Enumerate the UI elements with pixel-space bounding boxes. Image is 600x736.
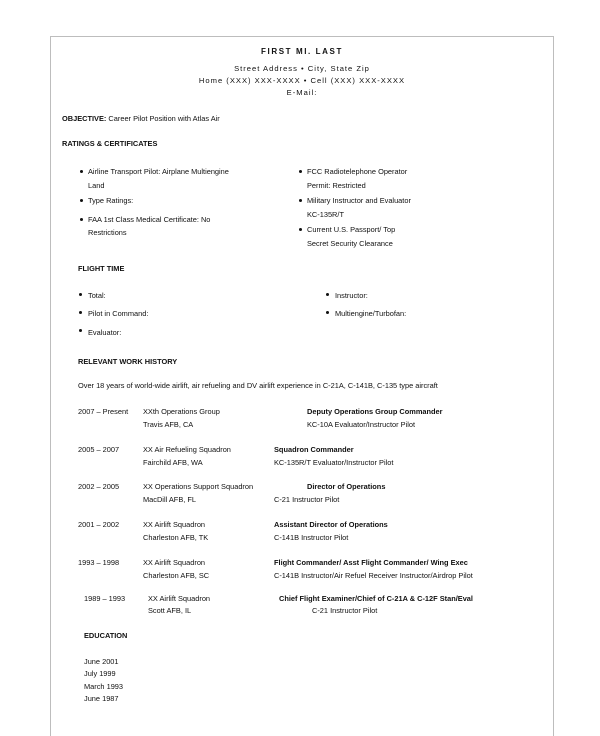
work-entry-dates: 2001 – 2002 xyxy=(78,520,120,529)
work-entry-location: MacDill AFB, FL xyxy=(143,495,196,504)
work-entry-detail: C-141B Instructor Pilot xyxy=(274,533,349,542)
bullet-icon xyxy=(326,293,329,296)
bullet-icon xyxy=(79,311,82,314)
rating-right-3-line1: Current U.S. Passport/ Top xyxy=(307,225,396,234)
objective-section xyxy=(62,114,220,123)
work-entry-title: Deputy Operations Group Commander xyxy=(307,407,443,416)
objective-text: Career Pilot Position with Atlas Air xyxy=(108,114,220,123)
bullet-icon xyxy=(79,293,82,296)
work-history-summary: Over 18 years of world-wide airlift, air refueling and DV airlift experience in C-21A, C-141B, C-135 type aircraft xyxy=(78,381,438,390)
work-entry-detail: C-21 Instructor Pilot xyxy=(274,495,340,504)
work-entry-unit: XX Airlift Squadron xyxy=(143,520,206,529)
rating-left-1-line1: Airline Transport Pilot: Airplane Multiengine xyxy=(88,167,229,176)
work-entry-dates: 2007 – Present xyxy=(78,407,129,416)
work-entry-detail: C-141B Instructor/Air Refuel Receiver Instructor/Airdrop Pilot xyxy=(274,571,473,580)
rating-right-1-line2: Permit: Restricted xyxy=(307,181,366,190)
education-heading: EDUCATION xyxy=(84,631,128,640)
work-entry-title: Flight Commander/ Asst Flight Commander/ Wing Exec xyxy=(274,558,468,567)
bullet-icon xyxy=(80,199,83,202)
bullet-icon xyxy=(80,218,83,221)
work-entry-dates: 2005 – 2007 xyxy=(78,445,120,454)
bullet-icon xyxy=(299,170,302,173)
work-entry-title: Chief Flight Examiner/Chief of C-21A & C-12F Stan/Eval xyxy=(279,594,473,603)
email-label: E-Mail: xyxy=(286,88,318,97)
work-entry-location: Charleston AFB, TK xyxy=(143,533,209,542)
work-entry-detail: KC-10A Evaluator/Instructor Pilot xyxy=(307,420,416,429)
work-entry-unit: XX Operations Support Squadron xyxy=(143,482,254,491)
education-date: March 1993 xyxy=(84,682,124,691)
education-date: July 1999 xyxy=(84,669,116,678)
rating-right-1-line1: FCC Radiotelephone Operator xyxy=(307,167,408,176)
bullet-icon xyxy=(299,199,302,202)
work-entry-location: Travis AFB, CA xyxy=(143,420,194,429)
work-entry-title: Squadron Commander xyxy=(274,445,354,454)
bullet-icon xyxy=(299,228,302,231)
street-address: Street Address • City, State Zip xyxy=(234,64,370,73)
rating-right-2-line1: Military Instructor and Evaluator xyxy=(307,196,411,205)
work-entry-title: Assistant Director of Operations xyxy=(274,520,388,529)
rating-left-1-line2: Land xyxy=(88,181,105,190)
flight-time-multiengine: Multiengine/Turbofan: xyxy=(335,309,407,318)
rating-right-3-line2: Secret Security Clearance xyxy=(307,239,393,248)
flight-time-heading: FLIGHT TIME xyxy=(78,264,125,273)
resume-page xyxy=(50,36,554,736)
objective-label: OBJECTIVE: xyxy=(62,114,107,123)
work-entry-unit: XX Airlift Squadron xyxy=(143,558,206,567)
flight-time-total: Total: xyxy=(88,291,106,300)
education-date: June 2001 xyxy=(84,657,119,666)
rating-right-2-line2: KC-135R/T xyxy=(307,210,344,219)
work-entry-dates: 1993 – 1998 xyxy=(78,558,120,567)
education-date: June 1987 xyxy=(84,694,119,703)
work-entry-location: Scott AFB, IL xyxy=(148,606,192,615)
bullet-icon xyxy=(79,329,82,332)
flight-time-evaluator: Evaluator: xyxy=(88,328,122,337)
work-entry-dates: 1989 – 1993 xyxy=(84,594,126,603)
ratings-heading: RATINGS & CERTIFICATES xyxy=(62,139,158,148)
work-entry-detail: C-21 Instructor Pilot xyxy=(312,606,378,615)
work-entry-unit: XX Air Refueling Squadron xyxy=(143,445,231,454)
work-entry-location: Fairchild AFB, WA xyxy=(143,458,203,467)
work-entry-unit: XXth Operations Group xyxy=(143,407,220,416)
work-entry-unit: XX Airlift Squadron xyxy=(148,594,211,603)
flight-time-pic: Pilot in Command: xyxy=(88,309,149,318)
resume-name: FIRST MI. LAST xyxy=(261,47,343,56)
rating-left-2-line1: Type Ratings: xyxy=(88,196,134,205)
bullet-icon xyxy=(80,170,83,173)
work-entry-title: Director of Operations xyxy=(307,482,386,491)
phone-numbers: Home (XXX) XXX-XXXX • Cell (XXX) XXX-XXXX xyxy=(198,76,406,85)
flight-time-instructor: Instructor: xyxy=(335,291,368,300)
bullet-icon xyxy=(326,311,329,314)
rating-left-3-line2: Restrictions xyxy=(88,228,127,237)
work-entry-detail: KC-135R/T Evaluator/Instructor Pilot xyxy=(274,458,394,467)
rating-left-3-line1: FAA 1st Class Medical Certificate: No xyxy=(88,215,211,224)
work-entry-dates: 2002 – 2005 xyxy=(78,482,120,491)
work-history-heading: RELEVANT WORK HISTORY xyxy=(78,357,178,366)
work-entry-location: Charleston AFB, SC xyxy=(143,571,210,580)
